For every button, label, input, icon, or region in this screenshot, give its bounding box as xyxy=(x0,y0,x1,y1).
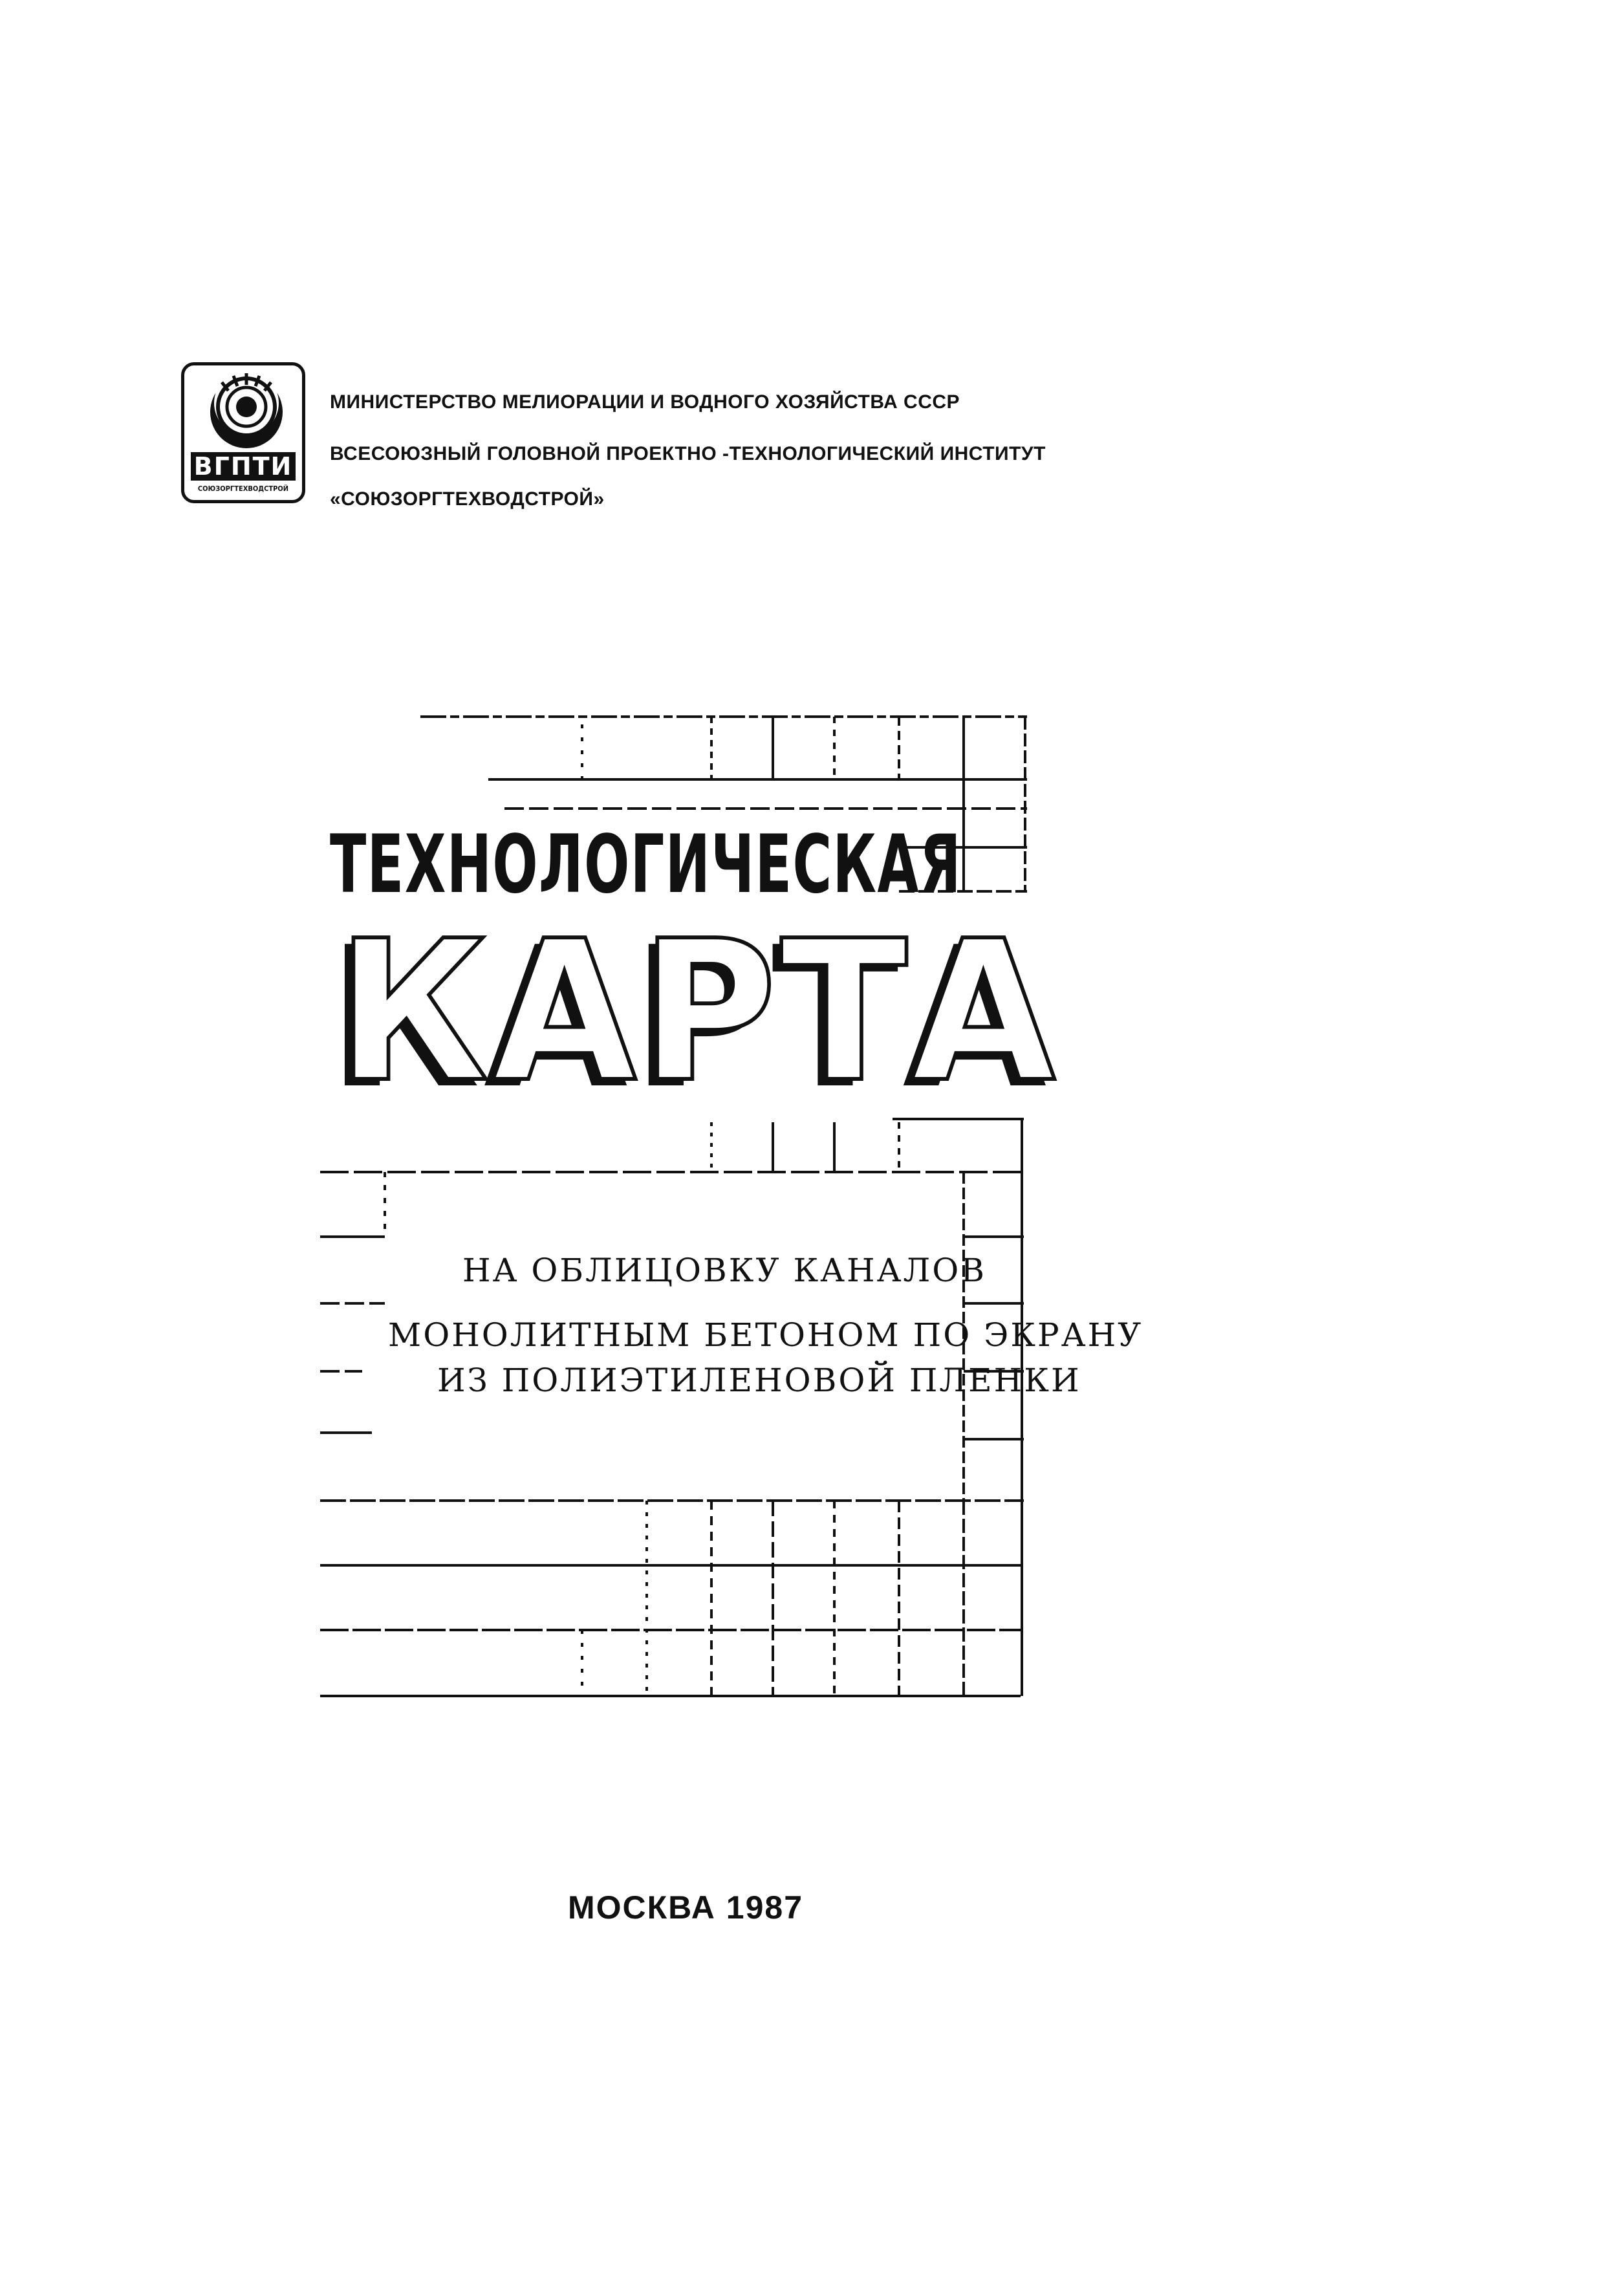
subtitle-line1: НА ОБЛИЦОВКУ КАНАЛОВ xyxy=(462,1252,986,1289)
subtitle-line2: МОНОЛИТНЫМ БЕТОНОМ ПО ЭКРАНУ xyxy=(388,1316,1143,1354)
document-title-line2: КАРТА xyxy=(336,899,1059,1125)
document-title-line1: ТЕХНОЛОГИЧЕСКАЯ xyxy=(330,818,962,911)
ministry-name: МИНИСТЕРСТВО МЕЛИОРАЦИИ И ВОДНОГО ХОЗЯЙСТВА СССР xyxy=(330,391,960,413)
institute-short-name: «СОЮЗОРГТЕХВОДСТРОЙ» xyxy=(330,488,605,510)
subtitle-line3: ИЗ ПОЛИЭТИЛЕНОВОЙ ПЛЕНКИ xyxy=(437,1362,1081,1399)
logo-abbreviation: ВГПТИ xyxy=(191,452,296,481)
logo-subtext: СОЮЗОРГТЕХВОДСТРОЙ xyxy=(197,484,289,493)
institute-name: ВСЕСОЮЗНЫЙ ГОЛОВНОЙ ПРОЕКТНО -ТЕХНОЛОГИЧЕСКИЙ ИНСТИТУТ xyxy=(330,443,1046,464)
place-and-year: МОСКВА 1987 xyxy=(568,1889,804,1926)
